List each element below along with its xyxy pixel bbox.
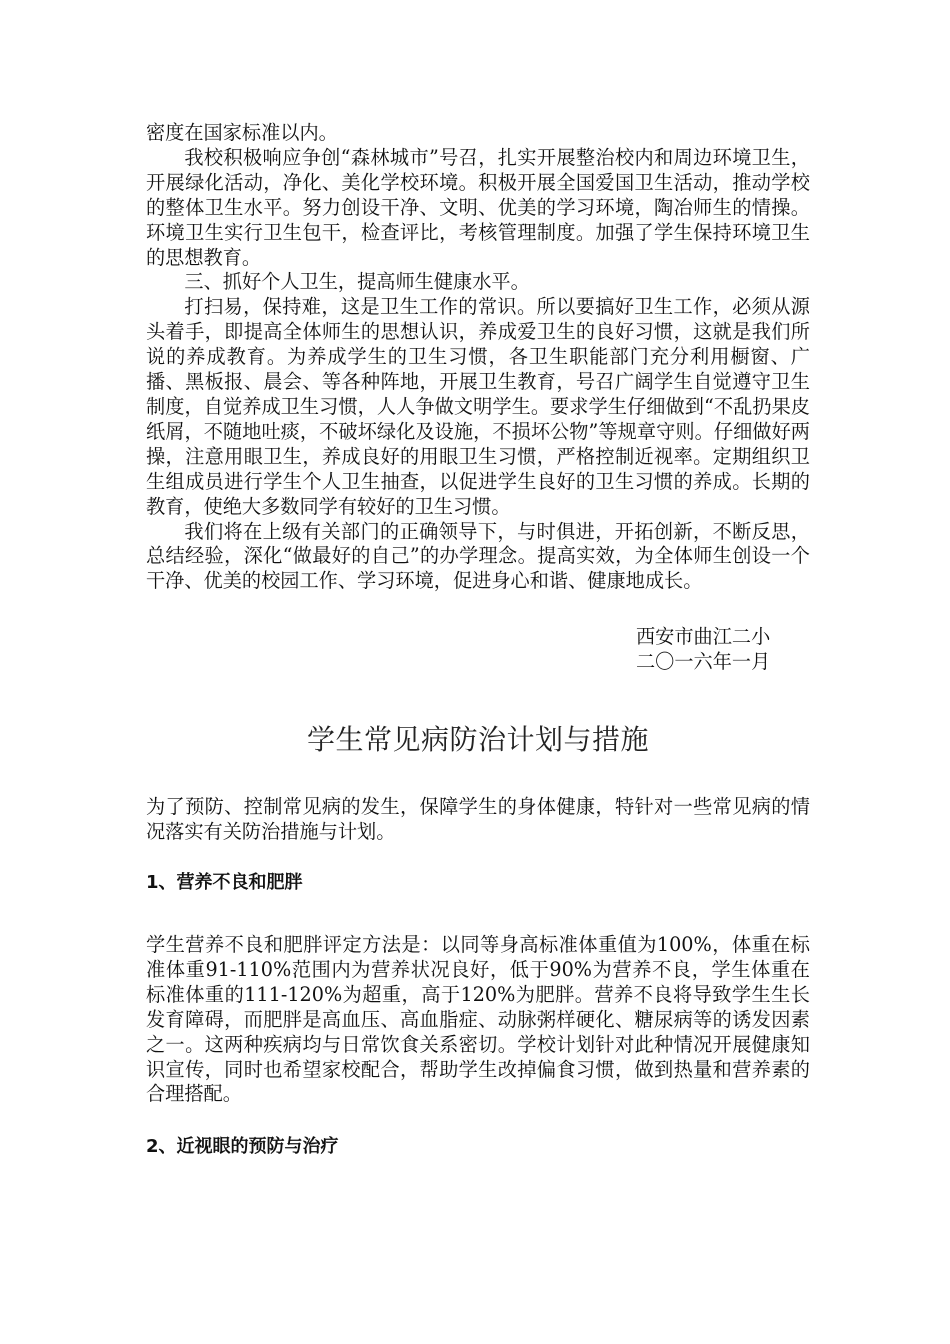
signature-org: 西安市曲江二小 [636, 625, 771, 649]
paragraph-forest-city: 我校积极响应争创“森林城市”号召，扎实开展整治校内和周边环境卫生，开展绿化活动，净化、美化学校环境。积极开展全国爱国卫生活动，推动学校的整体卫生水平。努力创设干净、文明、优美的学习环境，陶冶师生的情操。环境卫生实行卫生包干，检查评比，考核管理制度。加强了学生保持环境卫生的思想教育。 [146, 145, 810, 269]
document-page [146, 121, 810, 1159]
heading-myopia: 2、近视眼的预防与治疗 [146, 1136, 339, 1158]
paragraph-hygiene-habits: 打扫易，保持难，这是卫生工作的常识。所以要搞好卫生工作，必须从源头着手，即提高全体师生的思想认识，养成爱卫生的良好习惯，这就是我们所说的养成教育。为养成学生的卫生习惯，各卫生职能部门充分利用橱窗、广播、黑板报、晨会、等各种阵地，开展卫生教育，号召广阔学生自觉遵守卫生制度，自觉养成卫生习惯，人人争做文明学生。要求学生仔细做到“不乱扔果皮纸屑，不随地吐痰，不破坏绿化及设施，不损坏公物”等规章守则。仔细做好两操，注意用眼卫生，养成良好的用眼卫生习惯，严格控制近视率。定期组织卫生组成员进行学生个人卫生抽查，以促进学生良好的卫生习惯的养成。长期的教育，使绝大多数同学有较好的卫生习惯。 [146, 295, 810, 518]
document-title: 学生常见病防治计划与措施 [306, 723, 649, 757]
heading-malnutrition-obesity: 1、营养不良和肥胖 [146, 872, 303, 894]
section-heading-personal-hygiene: 三、抓好个人卫生，提高师生健康水平。 [184, 270, 530, 294]
paragraph-conclusion: 我们将在上级有关部门的正确领导下，与时俱进，开拓创新，不断反思，总结经验，深化“做最好的自己”的办学理念。提高实效，为全体师生创设一个干净、优美的校园工作、学习环境，促进身心和谐、健康地成长。 [146, 519, 810, 593]
paragraph-malnutrition-obesity: 学生营养不良和肥胖评定方法是：以同等身高标准体重值为100%，体重在标准体重91-110%范围内为营养状况良好，低于90%为营养不良，学生体重在标准体重的111-120%为超重，高于120%为肥胖。营养不良将导致学生生长发育障碍，而肥胖是高血压、高血脂症、动脉粥样硬化、糖尿病等的诱发因素之一。这两种疾病均与日常饮食关系密切。学校计划针对此种情况开展健康知识宣传，同时也希望家校配合，帮助学生改掉偏食习惯，做到热量和营养素的合理搭配。 [146, 933, 810, 1106]
signature-block [636, 624, 810, 674]
intro-paragraph: 为了预防、控制常见病的发生，保障学生的身体健康，特针对一些常见病的情况落实有关防治措施与计划。 [146, 795, 810, 844]
signature-date: 二〇一六年一月 [636, 650, 771, 674]
paragraph-continuation: 密度在国家标准以内。 [146, 121, 338, 144]
